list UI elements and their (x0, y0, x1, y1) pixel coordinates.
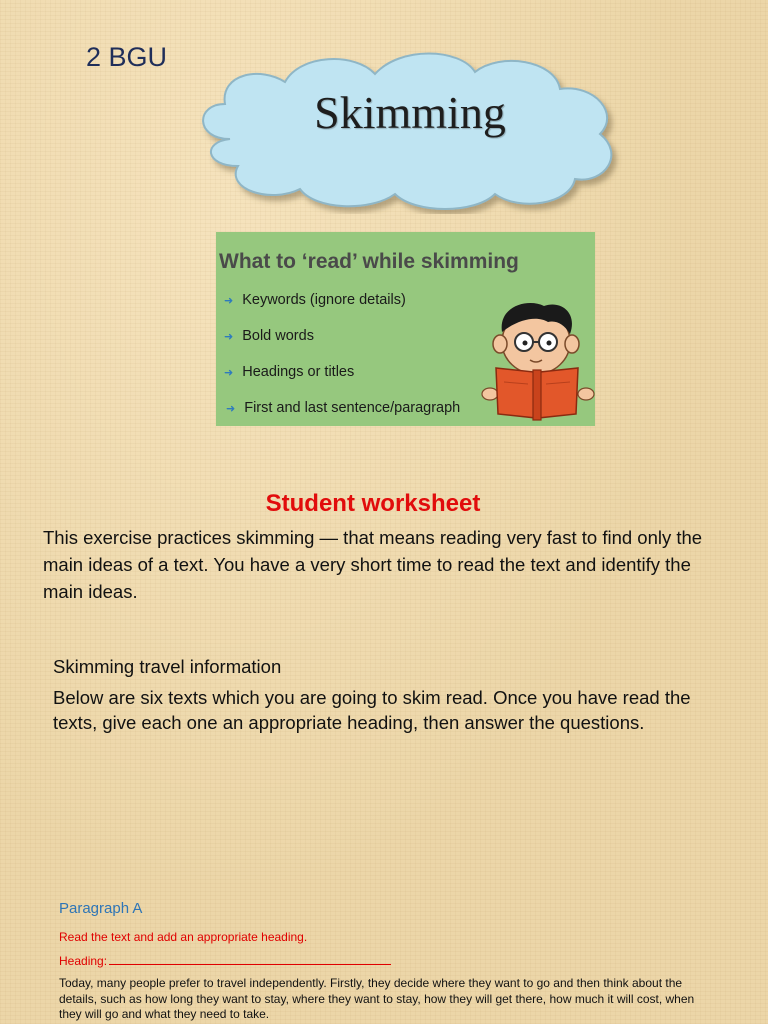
bullet-item (224, 364, 354, 380)
student-reading-book-icon (478, 298, 598, 422)
heading-blank[interactable] (109, 954, 391, 965)
intro-paragraph: This exercise practices skimming — that means reading very fast to find only the main ideas of a text. You have a very short time to read the text and identify the main ideas. (43, 527, 703, 602)
section-subheading: Skimming travel information (53, 656, 282, 677)
arrow-right-icon: ➜ (224, 295, 234, 307)
bullet-text: Headings or titles (242, 364, 355, 380)
arrow-right-icon: ➜ (226, 403, 236, 415)
class-label: 2 BGU (86, 42, 168, 72)
bullet-text: Keywords (ignore details) (242, 292, 406, 308)
bullet-item (224, 292, 406, 308)
bullet-item (226, 400, 460, 416)
cloud-title: Skimming (314, 87, 506, 138)
worksheet-title: Student worksheet (265, 490, 481, 517)
bullet-item (224, 328, 314, 344)
panel-title: What to ‘read’ while skimming (219, 250, 519, 273)
paragraph-a-label: Paragraph A (59, 900, 143, 917)
instructions-paragraph: Below are six texts which you are going to skim read. Once you have read the texts, give each one an appropriate heading, then answer the questions. (53, 687, 691, 733)
heading-label: Heading: (59, 954, 108, 968)
bullet-text: Bold words (242, 328, 314, 344)
heading-answer-line (59, 954, 391, 968)
paragraph-a-text: Today, many people prefer to travel independently. Firstly, they decide where they want to go and then think about the details, such as how long they want to stay, where they want to stay, how they will get there, how much it will cost, when they will go and what they need to take. (59, 976, 695, 1021)
arrow-right-icon: ➜ (224, 331, 234, 343)
paragraph-a-instruction: Read the text and add an appropriate heading. (59, 930, 308, 944)
bullet-text: First and last sentence/paragraph (244, 400, 461, 416)
arrow-right-icon: ➜ (224, 367, 234, 379)
